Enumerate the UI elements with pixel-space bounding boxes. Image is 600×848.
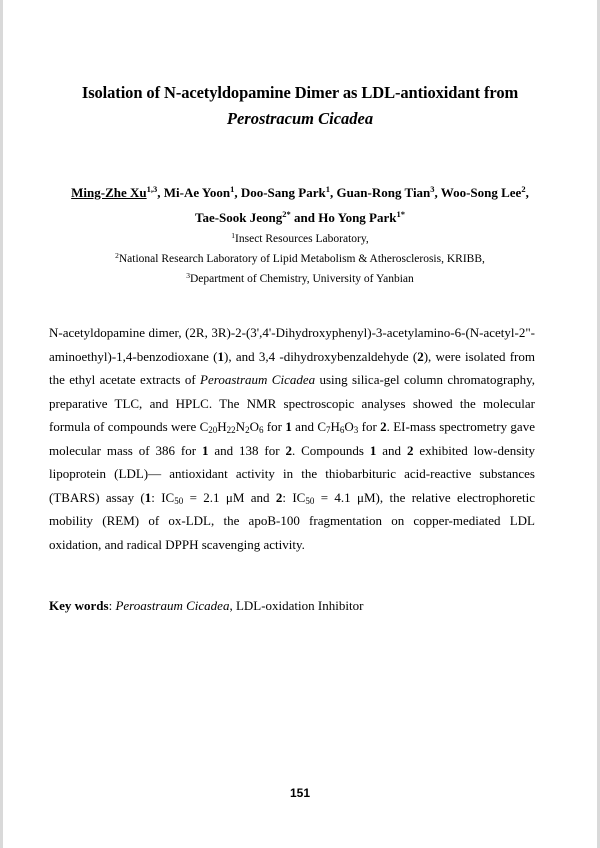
compound-number: 2 bbox=[417, 348, 424, 364]
species-name: Peroastraum Cicadea bbox=[200, 372, 316, 387]
title-line-2: Perostracum Cicadea bbox=[226, 109, 374, 128]
affiliation-list bbox=[30, 229, 570, 289]
author-name: Guan-Rong Tian bbox=[336, 185, 431, 200]
abstract-text: N-acetyldopamine dimer, (2R, 3R)-2-(3',4'-Dihydroxyphenyl)-3-acetylamino-6-(N-acetyl-2"-aminoethyl)-1,4-benzodioxane ( bbox=[49, 325, 535, 364]
author-name: Ho Yong Park bbox=[318, 210, 397, 225]
keywords-label: Key words bbox=[49, 598, 109, 613]
author-affil-mark: 1,3 bbox=[146, 184, 158, 194]
formula-element: H bbox=[217, 419, 227, 434]
formula-count: 3 bbox=[353, 425, 359, 435]
affiliation-1 bbox=[30, 229, 570, 249]
affiliation-3 bbox=[30, 269, 570, 289]
compound-number: 1 bbox=[217, 348, 224, 364]
formula-count: 6 bbox=[258, 425, 264, 435]
affil-text: Department of Chemistry, University of Yanbian bbox=[189, 273, 414, 285]
author-name: Doo-Sang Park bbox=[240, 185, 326, 200]
ic50-subscript: 50 bbox=[174, 495, 184, 506]
author-list bbox=[30, 180, 570, 230]
formula-count: 7 bbox=[325, 425, 331, 435]
abstract-text: exhibited low-density lipoprotein (LDL)— antioxidant activity in the thiobarbituric acid-reactive substances (TBARS) assay ( bbox=[49, 442, 536, 505]
author-name: Ming-Zhe Xu bbox=[71, 185, 147, 200]
abstract-text: and bbox=[376, 442, 407, 458]
author-name: Woo-Song Lee bbox=[440, 185, 522, 200]
abstract-text: : IC bbox=[282, 489, 306, 505]
formula-element: O bbox=[344, 419, 354, 434]
keywords-colon: : bbox=[108, 598, 113, 613]
author-affil-mark: 1* bbox=[396, 209, 405, 219]
formula-count: 20 bbox=[208, 425, 218, 435]
compound-number: 2 bbox=[380, 419, 387, 434]
affil-mark: 2 bbox=[115, 251, 119, 260]
formula-element: C bbox=[317, 419, 326, 434]
affiliation-2 bbox=[30, 249, 570, 269]
compound-number: 2 bbox=[285, 442, 292, 458]
formula-element: N bbox=[235, 419, 246, 434]
abstract-text: using silica-gel column chromatography, preparative TLC, and HPLC. The NMR spectroscopic analyses showed the molecular formula of compounds were bbox=[49, 372, 535, 434]
abstract-text: . EI-mass spectrometry gave molecular mass of 386 for bbox=[49, 419, 535, 458]
abstract-text: and bbox=[291, 419, 318, 434]
formula-element: H bbox=[330, 419, 340, 434]
formula-1 bbox=[200, 419, 264, 434]
formula-count: 22 bbox=[226, 425, 236, 435]
formula-element: O bbox=[249, 419, 259, 434]
ic50-subscript: 50 bbox=[305, 495, 315, 506]
abstract-text: and 138 for bbox=[208, 442, 286, 458]
author-affil-mark: 2 bbox=[521, 184, 526, 194]
compound-number: 1 bbox=[201, 442, 209, 458]
formula-element: C bbox=[199, 419, 209, 434]
affil-text: Insect Resources Laboratory, bbox=[235, 233, 369, 245]
abstract-text: . Compounds bbox=[291, 442, 370, 458]
abstract-text: ), and 3,4 -dihydroxybenzaldehyde ( bbox=[224, 348, 418, 364]
author-affil-mark: 3 bbox=[430, 184, 435, 194]
author-affil-mark: 1 bbox=[230, 184, 235, 194]
abstract-text: ), were isolated from the ethyl acetate extracts of bbox=[49, 348, 535, 387]
formula-count: 6 bbox=[339, 425, 345, 435]
compound-number: 1 bbox=[369, 442, 377, 458]
formula-count: 2 bbox=[245, 425, 250, 435]
author-name: Tae-Sook Jeong bbox=[194, 210, 283, 225]
title-line-1: Isolation of N-acetyldopamine Dimer as LDL-antioxidant from bbox=[81, 83, 519, 102]
affil-text: National Research Laboratory of Lipid Metabolism & Atherosclerosis, KRIBB, bbox=[118, 253, 485, 265]
author-name: Mi-Ae Yoon bbox=[163, 185, 231, 200]
abstract-text: for bbox=[263, 419, 286, 434]
abstract-text: = 4.1 μM), the relative electrophoretic mobility (REM) of ox-LDL, the apoB-100 fragmentation on copper-mediated LDL oxidation, and radical DPPH scavenging activity. bbox=[49, 489, 535, 552]
compound-number: 2 bbox=[275, 489, 283, 505]
author-line-2 bbox=[30, 205, 570, 230]
compound-number: 1 bbox=[144, 489, 152, 505]
abstract-text: = 2.1 μM and bbox=[183, 489, 276, 505]
author-line-1: Ming-Zhe Xu$^{1,3}$, Mi-Ae Yoon$^1$, Doo-Sang Park$^1$, Guan-Rong Tian$^3$, Woo-Song Lee$^2$, bbox=[71, 184, 529, 200]
abstract-text: for bbox=[358, 419, 381, 434]
keywords-line bbox=[49, 596, 549, 616]
paper-title bbox=[40, 80, 560, 132]
abstract-paragraph bbox=[49, 321, 535, 556]
keyword-rest: , LDL-oxidation Inhibitor bbox=[229, 598, 364, 613]
affil-mark: 1 bbox=[231, 231, 236, 240]
scan-edge-left bbox=[0, 0, 3, 848]
formula-2 bbox=[317, 419, 358, 434]
keyword-species: Peroastraum Cicadea bbox=[115, 598, 230, 613]
affil-mark: 3 bbox=[186, 271, 190, 280]
compound-number: 1 bbox=[285, 419, 292, 434]
page-number: 151 bbox=[289, 786, 311, 800]
author-affil-mark: 1 bbox=[325, 184, 330, 194]
author-conjunction: and bbox=[294, 210, 315, 225]
author-affil-mark: 2* bbox=[282, 209, 291, 219]
abstract-text: : IC bbox=[151, 489, 175, 505]
compound-number: 2 bbox=[406, 442, 414, 458]
